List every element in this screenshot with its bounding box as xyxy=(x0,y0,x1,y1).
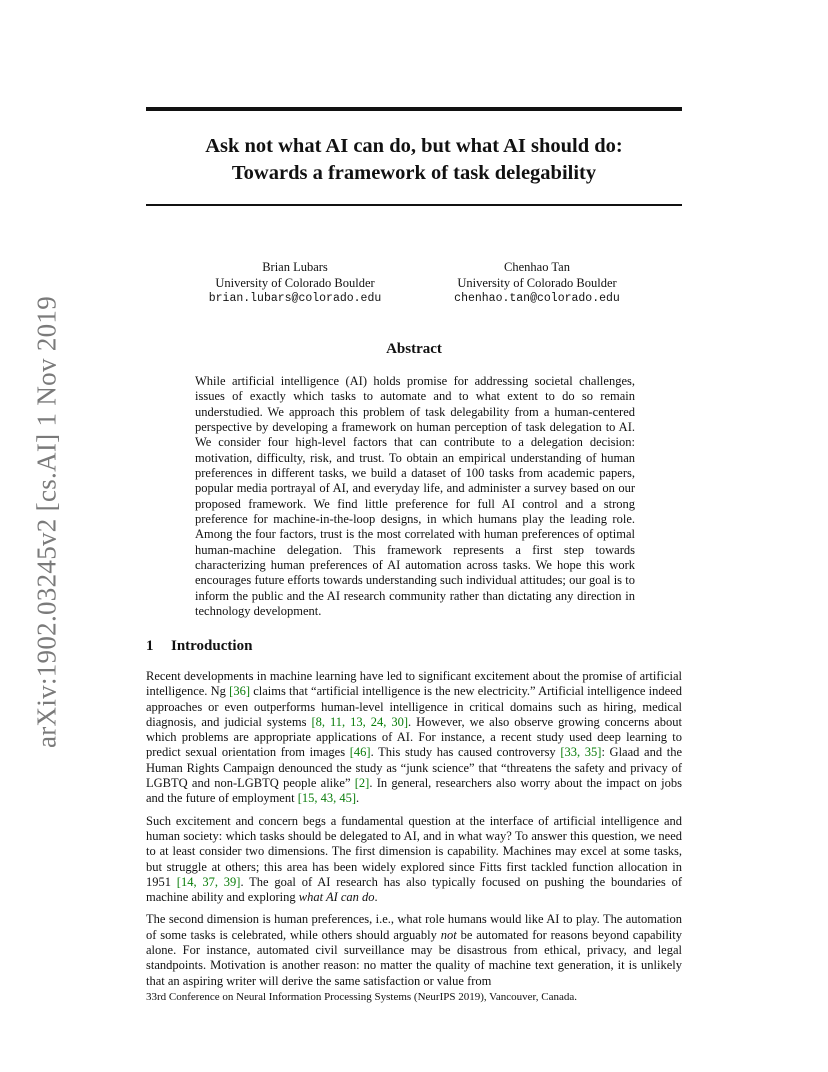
citation-link[interactable]: [33, 35] xyxy=(560,745,602,760)
title-rule-bottom xyxy=(146,204,682,206)
text-run: . This study has caused controversy xyxy=(370,745,561,760)
section-heading xyxy=(146,638,252,655)
author-affiliation: University of Colorado Boulder xyxy=(215,276,375,290)
abstract-heading: Abstract xyxy=(386,341,442,357)
emphasis: what AI can do xyxy=(298,890,375,905)
paper-title xyxy=(146,133,682,187)
text-run: . The goal of AI research has also typically focused on pushing the boundaries of machine ability and exploring xyxy=(146,874,682,905)
text-run: . However, we also observe growing concerns about which problems are appropriate applications of AI. For instance, a recent study used deep learning to predict sexual orientation from images xyxy=(146,714,682,760)
author-block-2 xyxy=(407,259,667,307)
citation-link[interactable]: [36] xyxy=(229,684,250,699)
author-affiliation: University of Colorado Boulder xyxy=(457,276,617,290)
text-run: The second dimension is human preferences, i.e., what role humans would like AI to play. The automation of some tasks is celebrated, while others should arguably xyxy=(146,912,682,942)
text-run: claims that “artificial intelligence is the new electricity.” Artificial intelligence indeed approaches or even outperforms human-level intelligence in critical domains such as hiring, medical diagnosis, and judicial systems xyxy=(146,684,682,729)
introduction-body xyxy=(146,669,682,996)
arxiv-stamp-text: arXiv:1902.03245v2 [cs.AI] 1 Nov 2019 xyxy=(31,295,62,749)
author-email: brian.lubars@colorado.edu xyxy=(208,292,382,305)
paragraph-1 xyxy=(146,669,682,807)
author-email: chenhao.tan@colorado.edu xyxy=(454,292,620,305)
author-name: Chenhao Tan xyxy=(504,260,570,274)
text-run: . xyxy=(374,890,378,905)
title-line-1: Ask not what AI can do, but what AI should do: xyxy=(205,135,623,157)
citation-link[interactable]: [15, 43, 45] xyxy=(297,791,357,806)
citation-link[interactable]: [46] xyxy=(349,745,371,760)
title-line-2: Towards a framework of task delegability xyxy=(231,162,597,184)
text-run: . In general, researchers also worry about the impact on jobs and the future of employment xyxy=(146,776,682,806)
title-rule-top xyxy=(146,107,682,111)
citation-link[interactable]: [14, 37, 39] xyxy=(176,874,241,889)
citation-link[interactable]: [2] xyxy=(354,776,370,791)
section-title: Introduction xyxy=(171,638,253,654)
section-number: 1 xyxy=(146,638,154,654)
text-run: be automated for reasons beyond capability alone. For instance, automated civil surveillance may be disastrous from ethical, privacy, and legal standpoints. Motivation is another reason: no matter the quality of machine text generation, it is unlikely that an aspiring writer will derive the same satisfaction or value from xyxy=(146,927,682,988)
paragraph-3 xyxy=(146,912,682,988)
text-run: Such excitement and concern begs a fundamental question at the interface of artificial intelligence and human society: which tasks should be delegated to AI, and in what way? To answer this question, we need to at least consider two dimensions. The first dimension is capability. Machines may excel at some tasks, but struggle at others; this area has been widely explored since Fitts first tackled function allocation in 1951 xyxy=(146,813,682,889)
text-run: Recent developments in machine learning have led to significant excitement about the promise of artificial intelligence. Ng xyxy=(146,669,682,699)
text-run: : Glaad and the Human Rights Campaign denounced the study as “junk science” that “threatens the safety and privacy of LGBTQ and non-LGBTQ people alike” xyxy=(146,745,683,791)
paragraph-2 xyxy=(146,814,682,906)
text-run: . xyxy=(356,791,360,806)
author-name: Brian Lubars xyxy=(262,260,328,274)
conference-footnote: 33rd Conference on Neural Information Processing Systems (NeurIPS 2019), Vancouver, Canada. xyxy=(146,991,578,1003)
author-block-1 xyxy=(165,259,425,307)
citation-link[interactable]: [8, 11, 13, 24, 30] xyxy=(311,714,409,729)
abstract-text: While artificial intelligence (AI) holds promise for addressing societal challenges, issues of exactly which tasks to automate and to what extent to do so remain understudied. We approach this problem of task delegability from a human-centered perspective by developing a framework on human perception of task delegation to AI. We consider four high-level factors that can contribute to a delegation decision: motivation, difficulty, risk, and trust. To obtain an empirical understanding of human preferences in different tasks, we build a dataset of 100 tasks from academic papers, popular media portrayal of AI, and everyday life, and administer a survey based on our proposed framework. We find little preference for full AI control and a strong preference for machine-in-the-loop designs, in which humans play the leading role. Among the four factors, trust is the most correlated with human preferences of optimal human-machine delegation. This framework represents a first step towards characterizing human preferences of AI automation across tasks. We hope this work encourages future efforts towards understanding such individual attitudes; our goal is to inform the public and the AI research community rather than dictating any direction in technology development. xyxy=(195,374,635,619)
emphasis: not xyxy=(440,927,457,942)
